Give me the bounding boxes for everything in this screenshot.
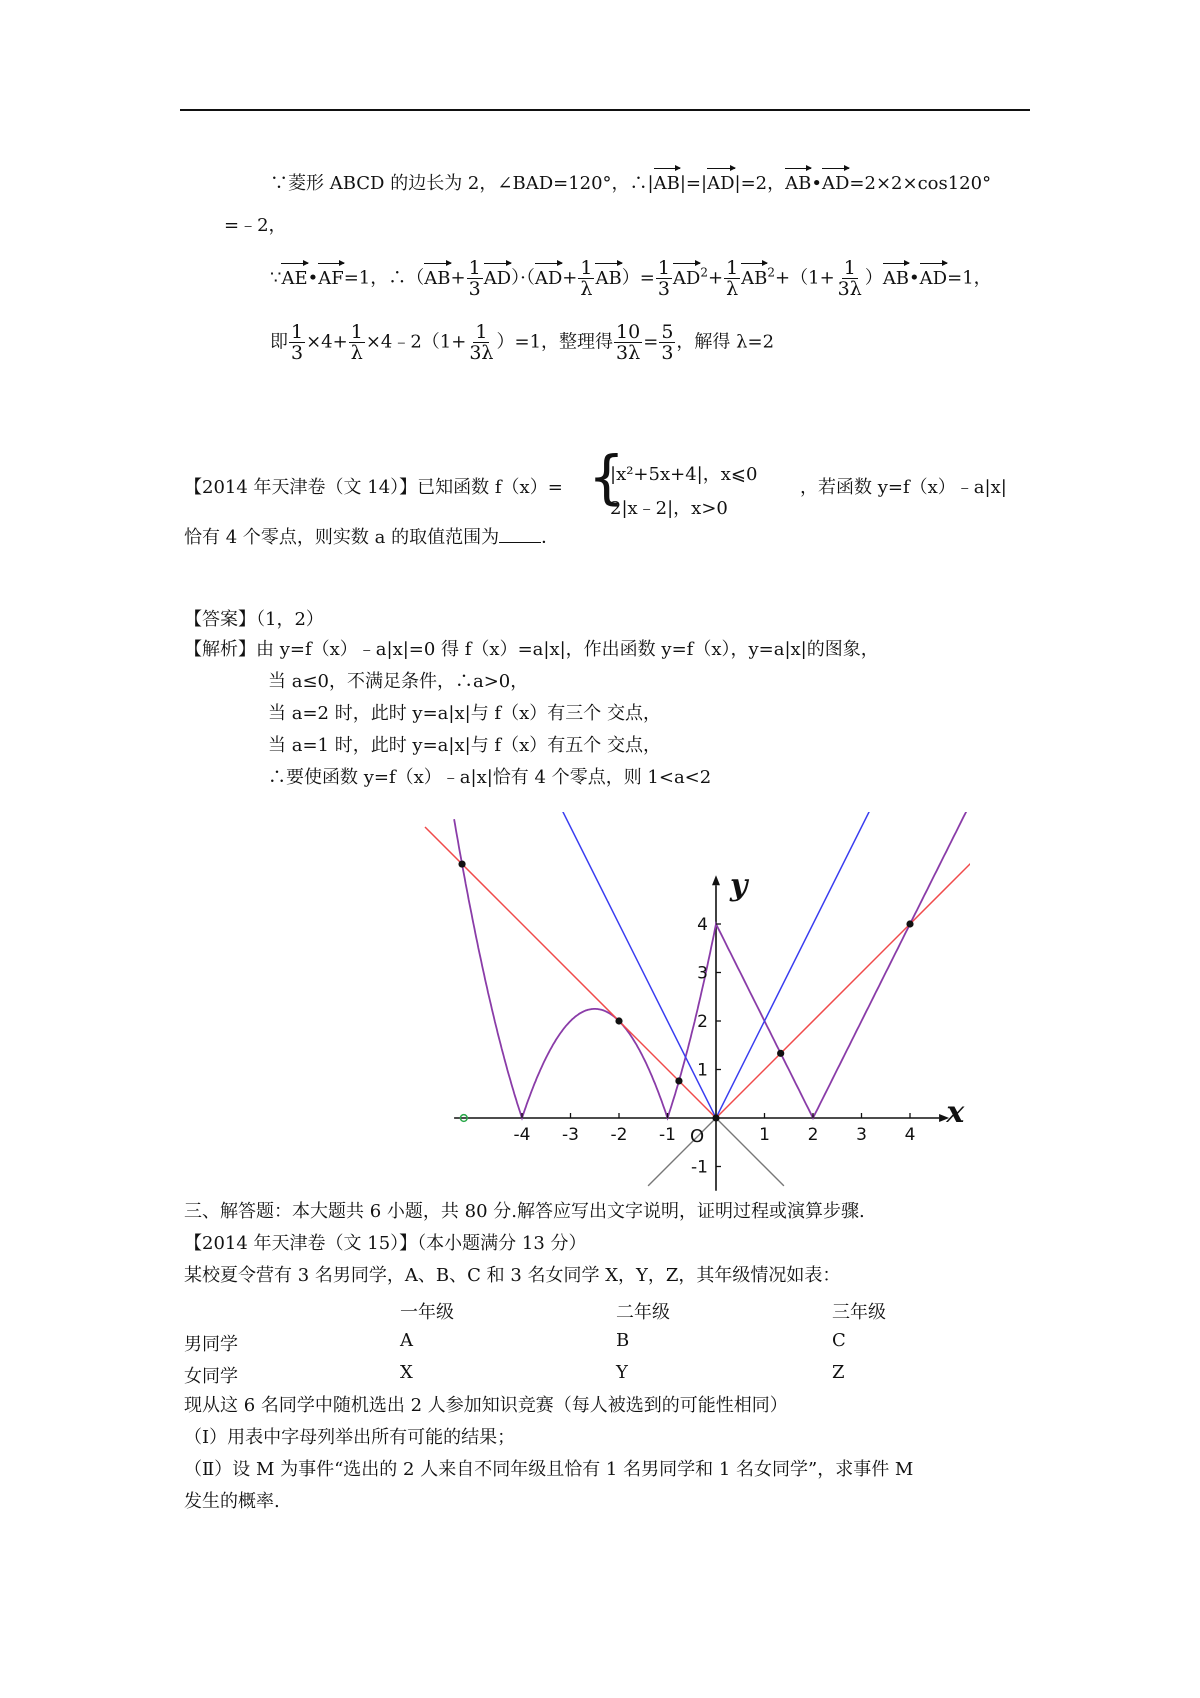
analysis-line-4: 当 a=1 时，此时 y=a|x|与 f（x）有五个 交点， bbox=[268, 735, 661, 756]
q14-line-2: 恰有 4 个零点，则实数 a 的取值范围为 ． bbox=[184, 527, 560, 548]
q15-part-2-cont: 发生的概率. bbox=[184, 1491, 280, 1512]
table-header: 二年级 bbox=[616, 1302, 670, 1323]
x-tick-label: 2 bbox=[807, 1125, 819, 1145]
q14-head-tail: ，若函数 y=f（x）﹣a|x| bbox=[800, 477, 1007, 498]
analysis-line-2: 当 a≤0，不满足条件，∴a>0， bbox=[268, 671, 529, 692]
answer-blank bbox=[499, 526, 541, 543]
analysis-line-3: 当 a=2 时，此时 y=a|x|与 f（x）有三个 交点， bbox=[268, 703, 661, 724]
section-3-title: 三、解答题：本大题共 6 小题，共 80 分.解答应写出文字说明，证明过程或演算步骤. bbox=[184, 1201, 865, 1222]
function-graph bbox=[420, 812, 970, 1192]
table-cell: Y bbox=[616, 1362, 628, 1383]
intersection-point bbox=[675, 1077, 682, 1084]
x-tick-label: 3 bbox=[856, 1125, 867, 1145]
table-row-label: 女同学 bbox=[184, 1366, 238, 1387]
table-row-label: 男同学 bbox=[184, 1334, 238, 1355]
piecewise-case-1: |x²+5x+4|，x⩽0 bbox=[610, 464, 758, 485]
table-row bbox=[184, 1362, 1084, 1388]
table-cell: X bbox=[400, 1362, 413, 1383]
table-header: 一年级 bbox=[400, 1302, 454, 1323]
q15-part-2: （Ⅱ）设 M 为事件“选出的 2 人来自不同年级且恰有 1 名男同学和 1 名女同学”，求事件 M bbox=[184, 1459, 914, 1480]
intersection-point bbox=[777, 1050, 784, 1057]
table-header: 三年级 bbox=[832, 1302, 886, 1323]
answer-line: 【答案】（1，2） bbox=[184, 609, 324, 630]
y-tick-label: 1 bbox=[697, 1060, 708, 1081]
table-cell: A bbox=[400, 1330, 413, 1351]
x-tick-label: -2 bbox=[610, 1125, 628, 1145]
piecewise-case-2: 2|x﹣2|，x>0 bbox=[610, 498, 728, 519]
f-curve bbox=[454, 812, 970, 1118]
sol-line-3: ∵AE•AF=1，∴（AB+ $\frac{1}{3}$ AD）·（AD+ $\frac{1}{\lambda}$ AB）= $\frac{1}{3}$ $AD^2+$ $\frac{1}{\lambda}$ $AB^2+(1+$ $\frac{1}{3\lambda}$ ）AB•AD=1， bbox=[270, 257, 992, 300]
y-axis-arrow bbox=[712, 875, 720, 885]
header-rule bbox=[180, 109, 1030, 111]
origin-label: O bbox=[690, 1126, 705, 1147]
x-tick-label: 4 bbox=[904, 1125, 916, 1145]
table-cell: B bbox=[616, 1330, 630, 1351]
analysis-line-1: 【解析】由 y=f（x）﹣a|x|=0 得 f（x）=a|x|，作出函数 y=f（x），y=a|x|的图象， bbox=[184, 639, 879, 660]
q15-intro: 某校夏令营有 3 名男同学，A、B、C 和 3 名女同学 X，Y，Z，其年级情况如表： bbox=[184, 1265, 841, 1286]
sol-line-4: 即 $\frac{1}{3}$ ×4+ $\frac{1}{\lambda}$ ×4﹣2（1+ $\frac{1}{3\lambda}$ ）=1，整理得 $\frac{10}{3\lambda}$ = $\frac{5}{3}$ ，解得 λ=2 bbox=[270, 321, 775, 364]
intersection-point bbox=[458, 860, 465, 867]
intersection-point bbox=[615, 1017, 622, 1024]
y-tick-label: 4 bbox=[697, 915, 708, 935]
x-tick-label: -3 bbox=[562, 1125, 579, 1145]
x-tick-label: 1 bbox=[759, 1125, 770, 1145]
x-tick-label: -1 bbox=[659, 1125, 676, 1145]
piecewise-brace: { bbox=[588, 443, 625, 511]
intersection-point bbox=[906, 920, 913, 927]
q15-part-1: （Ⅰ）用表中字母列举出所有可能的结果； bbox=[184, 1427, 516, 1448]
table-cell: Z bbox=[832, 1362, 845, 1383]
y-tick-label: 3 bbox=[697, 963, 708, 984]
x-axis-label: x bbox=[946, 1095, 965, 1130]
y-tick-label: 2 bbox=[697, 1012, 708, 1032]
y-tick-label: -1 bbox=[691, 1157, 708, 1178]
table-row bbox=[184, 1330, 1084, 1356]
q15-head: 【2014 年天津卷（文 15）】（本小题满分 13 分） bbox=[184, 1233, 587, 1254]
sol-line-1: ∵菱形 ABCD 的边长为 2，∠BAD=120°，∴|AB|=|AD|=2，AB•AD=2×2×cos120° bbox=[270, 166, 991, 196]
intersection-point bbox=[712, 1114, 719, 1121]
sol-line-2: =﹣2， bbox=[224, 215, 287, 236]
analysis-line-5: ∴要使函数 y=f（x）﹣a|x|恰有 4 个零点，则 1<a<2 bbox=[268, 767, 712, 788]
table-header-row bbox=[184, 1298, 1084, 1324]
table-cell: C bbox=[832, 1330, 846, 1351]
y-axis-label: y bbox=[730, 867, 748, 903]
q14-head: 【2014 年天津卷（文 14）】已知函数 f（x）= bbox=[184, 477, 563, 498]
x-tick-label: -4 bbox=[513, 1125, 531, 1145]
q15-choose: 现从这 6 名同学中随机选出 2 人参加知识竞赛（每人被选到的可能性相同） bbox=[184, 1395, 788, 1416]
